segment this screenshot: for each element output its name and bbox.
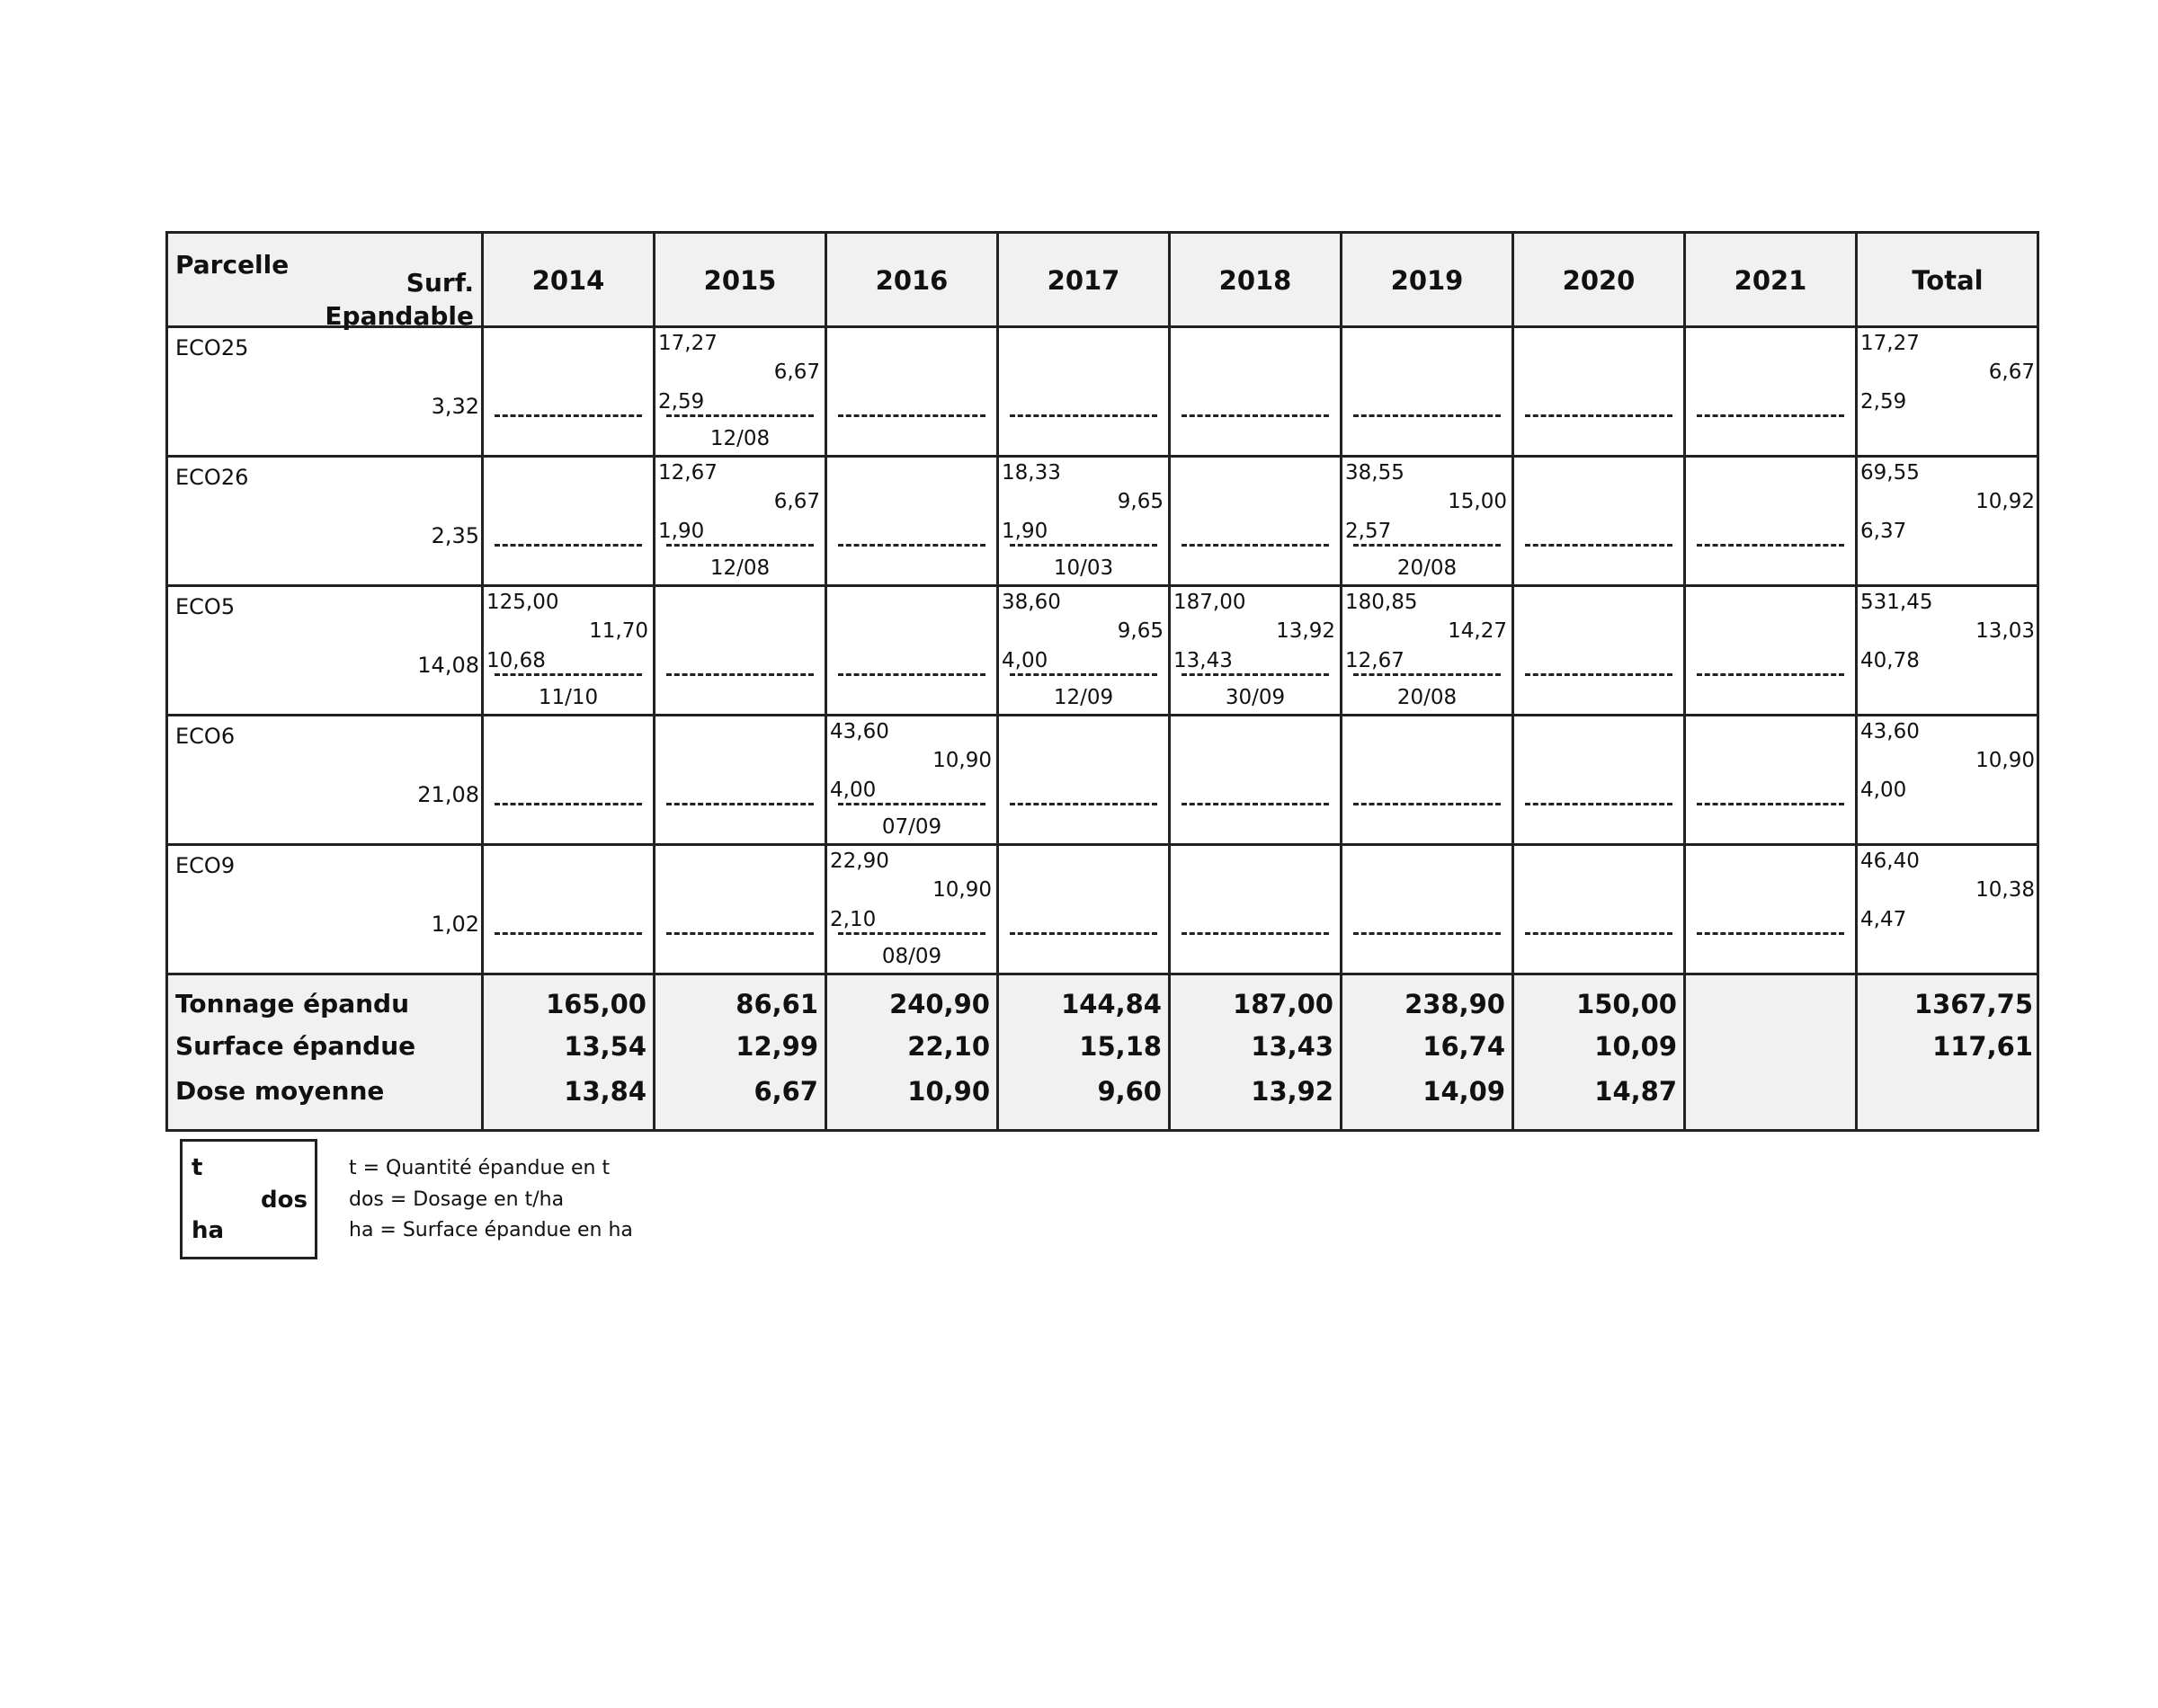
parcel-total-cell [1858,458,2039,585]
spread-cell [1342,328,1511,456]
cell-dash-line [495,544,642,547]
spread-cell [1514,716,1683,844]
cell-dash-line [1353,803,1501,805]
totals-value: 10,90 [907,1076,990,1107]
cell-dash-line [1010,414,1157,417]
spread-cell [1342,458,1511,585]
totals-value: 9,60 [1097,1076,1162,1107]
cell-date: 11/10 [538,686,599,709]
cell-dash-line [495,803,642,805]
spread-cell [1686,846,1855,974]
spread-cell [999,587,1168,715]
totals-value: 13,54 [564,1031,647,1062]
spread-cell [1171,846,1340,974]
spread-cell [655,328,825,456]
totals-label: Surface épandue [175,1031,416,1061]
totals-value: 238,90 [1404,989,1505,1019]
cell-dash-line [838,673,985,676]
spread-cell [484,587,653,715]
header-row [168,234,2037,331]
cell-dash-line [495,414,642,417]
totals-value: 16,74 [1422,1031,1505,1062]
cell-dash-line [1353,414,1501,417]
cell-dash-line [1697,803,1844,805]
header-year: 2018 [1218,265,1292,296]
spread-cell [1171,458,1340,585]
parcel-name: ECO6 [175,724,236,749]
cell-tonnage: 18,33 [1002,461,1061,485]
spread-cell [1514,328,1683,456]
cell-dose: 6,67 [773,360,820,384]
header-parcelle: Parcelle [175,250,290,280]
cell-dash-line [495,932,642,935]
header-year: 2016 [875,265,949,296]
cell-date: 12/08 [709,427,771,450]
spreading-table [165,231,2039,1132]
cell-dash-line [1182,932,1329,935]
cell-dash-line [1525,932,1672,935]
cell-tonnage: 125,00 [486,591,559,614]
cell-dash-line [838,932,985,935]
cell-surface: 4,00 [830,778,877,802]
cell-date: 12/09 [1053,686,1114,709]
cell-date: 30/09 [1225,686,1286,709]
spread-cell [827,458,996,585]
spread-cell [484,716,653,844]
totals-value: 14,09 [1422,1076,1505,1107]
spread-cell [827,328,996,456]
total-dose: 6,67 [1988,360,2035,384]
spread-cell [1514,846,1683,974]
cell-dose: 14,27 [1448,619,1507,643]
spread-cell [655,716,825,844]
totals-label: Tonnage épandu [175,989,409,1019]
cell-dash-line [1525,544,1672,547]
cell-surface: 12,67 [1345,649,1404,672]
cell-surface: 1,90 [1002,520,1048,543]
cell-dose: 10,90 [932,749,992,772]
header-year: 2017 [1047,265,1120,296]
cell-dash-line [1697,932,1844,935]
totals-label: Dose moyenne [175,1076,385,1106]
parcel-name: ECO26 [175,465,249,490]
spread-cell [827,716,996,844]
header-total: Total [1912,265,1984,296]
cell-tonnage: 38,55 [1345,461,1404,485]
cell-dash-line [1010,673,1157,676]
spread-cell [1342,587,1511,715]
cell-dash-line [838,414,985,417]
total-dose: 10,90 [1975,749,2035,772]
cell-surface: 13,43 [1173,649,1233,672]
legend-line-ha: ha = Surface épandue en ha [349,1219,633,1241]
cell-date: 10/03 [1053,556,1114,580]
cell-dose: 10,90 [932,878,992,902]
cell-surface: 2,57 [1345,520,1392,543]
cell-dash-line [1525,414,1672,417]
cell-dash-line [1010,803,1157,805]
total-surface: 4,47 [1860,908,1907,931]
totals-value: 13,84 [564,1076,647,1107]
spread-cell [1342,716,1511,844]
parcel-surface: 2,35 [431,523,479,548]
cell-dose: 11,70 [589,619,648,643]
cell-date: 20/08 [1396,686,1458,709]
cell-surface: 4,00 [1002,649,1048,672]
spread-cell [1514,587,1683,715]
totals-value: 86,61 [736,989,818,1019]
cell-dash-line [666,414,814,417]
parcel-total-cell [1858,716,2039,844]
spread-cell [484,846,653,974]
cell-dash-line [1010,544,1157,547]
spread-cell [999,846,1168,974]
parcel-surface: 14,08 [417,653,479,678]
cell-dash-line [1525,803,1672,805]
header-year: 2021 [1734,265,1807,296]
total-surface: 4,00 [1860,778,1907,802]
legend-box-dos: dos [261,1187,308,1214]
parcel-name: ECO9 [175,853,236,878]
total-dose: 10,38 [1975,878,2035,902]
spread-cell [1514,458,1683,585]
total-tonnage: 43,60 [1860,720,1920,743]
cell-dose: 9,65 [1117,619,1164,643]
totals-value: 15,18 [1079,1031,1162,1062]
cell-tonnage: 17,27 [658,332,718,355]
parcel-surface: 21,08 [417,782,479,807]
cell-dash-line [1010,932,1157,935]
cell-tonnage: 187,00 [1173,591,1246,614]
spread-cell [999,328,1168,456]
cell-date: 07/09 [881,815,942,839]
cell-dash-line [1525,673,1672,676]
parcel-surface: 3,32 [431,394,479,419]
cell-dose: 15,00 [1448,490,1507,513]
cell-dash-line [838,544,985,547]
totals-value: 12,99 [736,1031,818,1062]
header-epandable: Epandable [325,301,474,331]
cell-dash-line [1697,673,1844,676]
cell-dose: 13,92 [1276,619,1335,643]
cell-dash-line [666,544,814,547]
spread-cell [999,716,1168,844]
cell-dash-line [1353,932,1501,935]
parcel-total-cell [1858,587,2039,715]
cell-dash-line [1182,544,1329,547]
spread-cell [1171,587,1340,715]
cell-dose: 9,65 [1117,490,1164,513]
cell-dash-line [666,932,814,935]
spread-cell [484,458,653,585]
totals-grand-value: 1367,75 [1913,989,2033,1019]
cell-dash-line [1182,803,1329,805]
totals-value: 13,43 [1251,1031,1333,1062]
cell-dash-line [1182,673,1329,676]
header-year: 2020 [1562,265,1636,296]
cell-tonnage: 43,60 [830,720,889,743]
cell-surface: 2,10 [830,908,877,931]
legend-box [180,1139,317,1259]
total-tonnage: 69,55 [1860,461,1920,485]
parcel-surface: 1,02 [431,912,479,937]
spread-cell [999,458,1168,585]
total-tonnage: 46,40 [1860,850,1920,873]
total-tonnage: 531,45 [1860,591,1933,614]
total-tonnage: 17,27 [1860,332,1920,355]
parcel-total-cell [1858,846,2039,974]
cell-date: 20/08 [1396,556,1458,580]
spread-cell [1171,716,1340,844]
cell-tonnage: 22,90 [830,850,889,873]
header-surf: Surf. [406,268,474,298]
total-surface: 2,59 [1860,390,1907,414]
cell-tonnage: 38,60 [1002,591,1061,614]
header-year: 2015 [703,265,777,296]
totals-value: 165,00 [546,989,647,1019]
cell-dash-line [1182,414,1329,417]
parcel-name: ECO5 [175,594,236,619]
spread-cell [484,328,653,456]
parcel-total-cell [1858,328,2039,456]
legend-line-dos: dos = Dosage en t/ha [349,1188,565,1211]
header-year: 2014 [531,265,605,296]
cell-surface: 2,59 [658,390,705,414]
spread-cell [1171,328,1340,456]
totals-value: 187,00 [1233,989,1333,1019]
spread-cell [1686,716,1855,844]
cell-tonnage: 180,85 [1345,591,1418,614]
totals-value: 6,67 [754,1076,818,1107]
cell-surface: 10,68 [486,649,546,672]
cell-dash-line [838,803,985,805]
totals-grand-value: 117,61 [1932,1031,2033,1062]
spread-cell [1342,846,1511,974]
spread-cell [827,587,996,715]
totals-value: 13,92 [1251,1076,1333,1107]
legend-box-t: t [192,1154,203,1181]
spread-cell [655,458,825,585]
legend-line-t: t = Quantité épandue en t [349,1157,611,1179]
cell-dose: 6,67 [773,490,820,513]
cell-dash-line [1697,544,1844,547]
cell-date: 12/08 [709,556,771,580]
total-dose: 13,03 [1975,619,2035,643]
totals-value: 22,10 [907,1031,990,1062]
parcel-name: ECO25 [175,335,249,360]
total-surface: 6,37 [1860,520,1907,543]
spread-cell [1686,587,1855,715]
totals-value: 240,90 [889,989,990,1019]
header-year: 2019 [1390,265,1464,296]
spread-cell [827,846,996,974]
totals-value: 10,09 [1594,1031,1677,1062]
spread-cell [655,587,825,715]
cell-date: 08/09 [881,945,942,968]
spread-cell [1686,458,1855,585]
cell-dash-line [1697,414,1844,417]
spread-cell [1686,328,1855,456]
cell-dash-line [666,803,814,805]
cell-tonnage: 12,67 [658,461,718,485]
cell-dash-line [495,673,642,676]
totals-value: 14,87 [1594,1076,1677,1107]
total-dose: 10,92 [1975,490,2035,513]
cell-surface: 1,90 [658,520,705,543]
legend-box-ha: ha [192,1217,225,1244]
total-surface: 40,78 [1860,649,1920,672]
cell-dash-line [1353,544,1501,547]
totals-value: 144,84 [1061,989,1162,1019]
spread-cell [655,846,825,974]
cell-dash-line [1353,673,1501,676]
cell-dash-line [666,673,814,676]
totals-value: 150,00 [1576,989,1677,1019]
